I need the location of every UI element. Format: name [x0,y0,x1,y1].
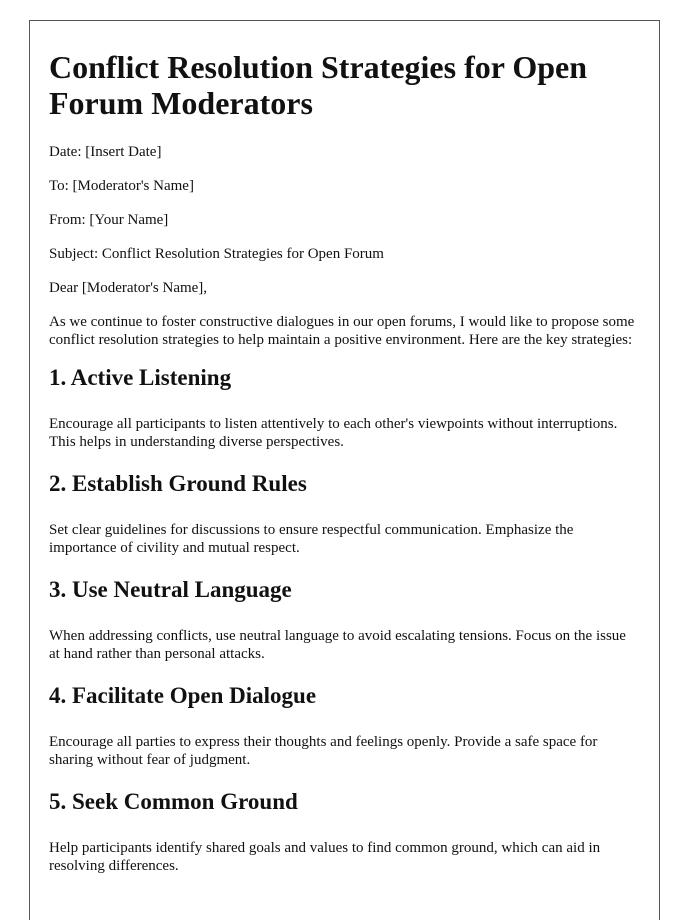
section-heading: 3. Use Neutral Language [49,577,292,602]
section-text: Help participants identify shared goals and values to find common ground, which can aid in resolving differences. [49,840,601,874]
salutation: Dear [Moderator's Name], [49,280,208,296]
strategy-section-common-ground [49,789,639,875]
section-text: Encourage all parties to express their thoughts and feelings openly. Provide a safe space for sharing without fear of judgment. [49,734,598,768]
section-text: Encourage all participants to listen attentively to each other's viewpoints without interruptions. This helps in understanding diverse perspectives. [49,416,618,450]
strategy-section-open-dialogue [49,683,639,769]
strategy-section-active-listening [49,365,639,451]
section-heading: 4. Facilitate Open Dialogue [49,683,317,708]
document-title: Conflict Resolution Strategies for Open Forum Moderators [49,49,588,121]
strategy-section-ground-rules [49,471,639,557]
to-line: To: [Moderator's Name] [49,178,194,194]
letter-content [49,49,639,895]
intro-paragraph: As we continue to foster constructive dialogues in our open forums, I would like to propose some conflict resolution strategies to help maintain a positive environment. Here are the key strategies: [49,314,635,348]
section-heading: 2. Establish Ground Rules [49,471,307,496]
section-heading: 5. Seek Common Ground [49,789,298,814]
section-text: Set clear guidelines for discussions to ensure respectful communication. Emphasize the importance of civility and mutual respect. [49,522,574,556]
subject-line: Subject: Conflict Resolution Strategies for Open Forum [49,246,384,262]
strategy-section-neutral-language [49,577,639,663]
date-line: Date: [Insert Date] [49,144,162,160]
letter-page [29,20,660,920]
section-text: When addressing conflicts, use neutral language to avoid escalating tensions. Focus on the issue at hand rather than personal attacks. [49,628,626,662]
section-heading: 1. Active Listening [49,365,232,390]
from-line: From: [Your Name] [49,212,169,228]
